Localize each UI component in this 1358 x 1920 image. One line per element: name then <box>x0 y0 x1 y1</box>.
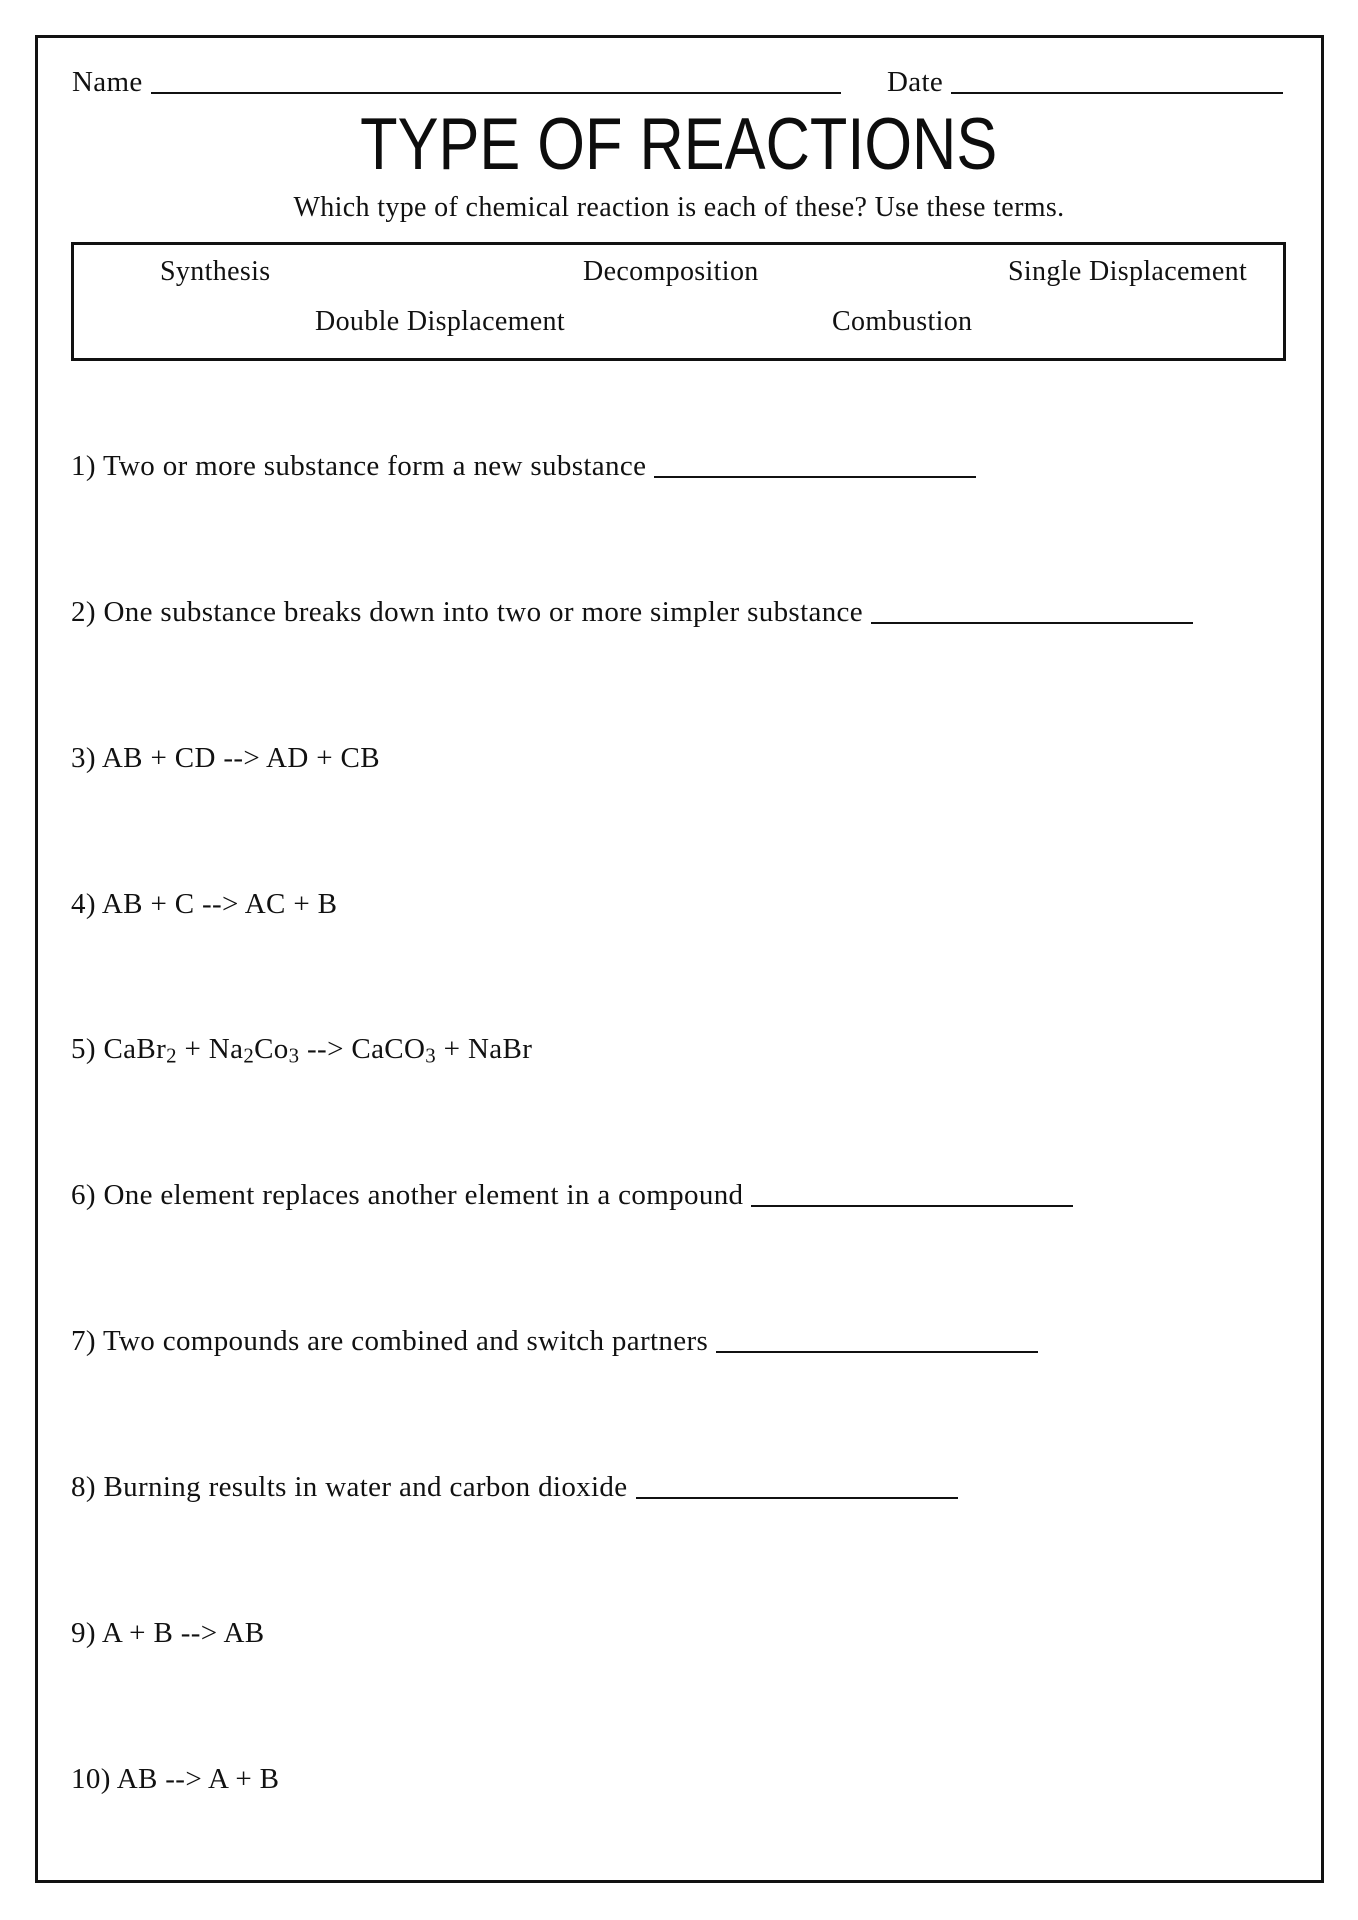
date-field <box>887 68 1283 97</box>
question-text: One substance breaks down into two or more simpler substance <box>103 596 863 628</box>
question-number: 1) <box>71 450 96 482</box>
answer-blank[interactable] <box>716 1351 1038 1353</box>
question-number: 9) <box>71 1617 96 1649</box>
subscript: 2 <box>243 1043 255 1068</box>
plus-sign: + <box>436 1033 468 1065</box>
name-label: Name <box>72 66 143 98</box>
question-8 <box>71 1473 958 1502</box>
product-2: NaBr <box>467 1033 533 1065</box>
term-combustion: Combustion <box>832 306 973 337</box>
question-3 <box>71 744 380 773</box>
question-number: 2) <box>71 596 96 628</box>
name-blank[interactable] <box>151 92 841 94</box>
plus-sign: + <box>176 1033 209 1065</box>
date-label: Date <box>887 66 944 98</box>
instructions: Which type of chemical reaction is each of these? Use these terms. <box>293 192 1065 223</box>
subscript: 3 <box>425 1043 437 1068</box>
question-4 <box>71 890 337 919</box>
question-equation: A + B --> AB <box>101 1617 265 1649</box>
question-number: 4) <box>71 888 96 920</box>
question-text: Two compounds are combined and switch partners <box>102 1325 709 1357</box>
question-9 <box>71 1619 264 1648</box>
reactant-2: Na <box>208 1033 244 1065</box>
answer-blank[interactable] <box>751 1205 1073 1207</box>
page-title: TYPE OF REACTIONS <box>360 104 998 185</box>
question-number: 6) <box>71 1179 96 1211</box>
question-equation: AB + CD --> AD + CB <box>101 742 380 774</box>
subscript: 2 <box>166 1043 177 1068</box>
question-6 <box>71 1181 1073 1210</box>
reactant-2-part: Co <box>254 1033 289 1065</box>
question-number: 7) <box>71 1325 96 1357</box>
question-number: 5) <box>71 1033 96 1065</box>
answer-blank[interactable] <box>654 476 976 478</box>
arrow: --> <box>299 1033 352 1065</box>
question-1 <box>71 452 976 481</box>
question-5 <box>71 1033 533 1068</box>
question-number: 10) <box>71 1763 111 1795</box>
question-text: One element replaces another element in a compound <box>103 1179 744 1211</box>
product-1: CaCO <box>351 1033 426 1065</box>
question-text: Two or more substance form a new substance <box>102 450 647 482</box>
date-blank[interactable] <box>951 92 1283 94</box>
name-field <box>72 68 841 97</box>
question-number: 8) <box>71 1471 96 1503</box>
question-10 <box>71 1765 279 1794</box>
term-synthesis: Synthesis <box>160 256 271 287</box>
question-text: Burning results in water and carbon dioxide <box>103 1471 628 1503</box>
term-single-displacement: Single Displacement <box>1008 256 1248 287</box>
answer-blank[interactable] <box>871 622 1193 624</box>
question-equation: AB + C --> AC + B <box>101 888 338 920</box>
term-decomposition: Decomposition <box>583 256 759 287</box>
question-number: 3) <box>71 742 96 774</box>
term-double-displacement: Double Displacement <box>315 306 566 337</box>
question-equation <box>103 1033 533 1068</box>
subscript: 3 <box>288 1043 300 1068</box>
terms-box <box>71 242 1286 361</box>
reactant-1: CaBr <box>103 1033 167 1065</box>
answer-blank[interactable] <box>636 1497 958 1499</box>
question-equation: AB --> A + B <box>116 1763 280 1795</box>
question-7 <box>71 1327 1038 1356</box>
question-2 <box>71 598 1193 627</box>
